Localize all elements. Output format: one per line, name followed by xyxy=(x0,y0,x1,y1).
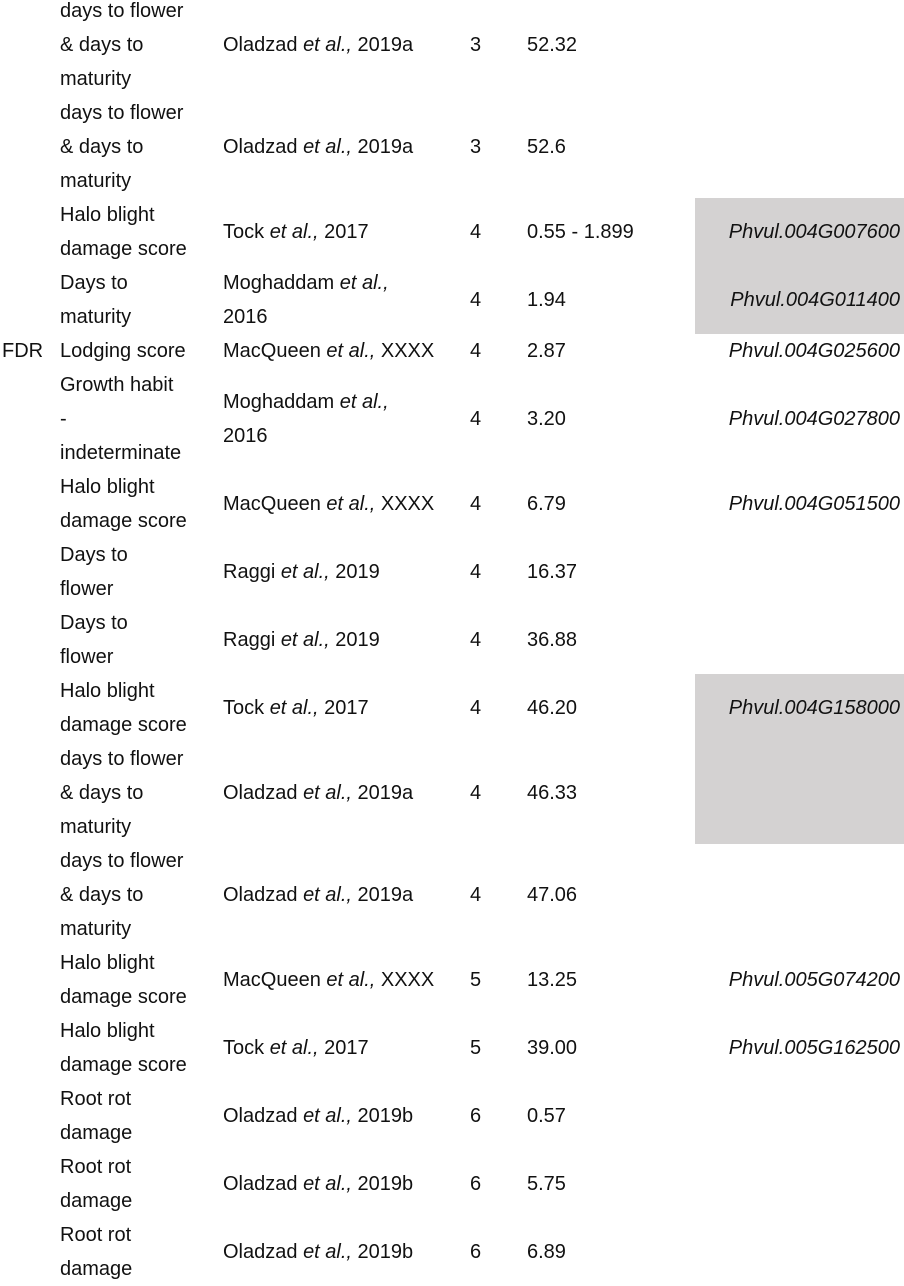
chromosome-cell: 6 xyxy=(470,1104,482,1127)
position-cell: 46.33 xyxy=(527,781,578,804)
trait-cell xyxy=(60,606,220,674)
reference-cell: Tock et al., 2017 xyxy=(223,221,369,243)
row-label xyxy=(2,742,58,844)
trait-line: indeterminate xyxy=(60,442,182,464)
reference-cell: Oladzad et al., 2019b xyxy=(223,1105,414,1127)
trait-line: Halo blight xyxy=(60,952,155,974)
position-cell: 1.94 xyxy=(527,288,566,311)
gene-id-cell xyxy=(700,0,900,96)
position-cell: 13.25 xyxy=(527,968,578,991)
chromosome-cell: 5 xyxy=(470,968,482,991)
trait-line: & days to xyxy=(60,782,144,804)
trait-line: Halo blight xyxy=(60,476,155,498)
position-cell: 2.87 xyxy=(527,339,566,362)
chromosome-cell: 4 xyxy=(470,781,482,804)
reference-cell: Oladzad et al., 2019a xyxy=(223,34,414,56)
row-label xyxy=(2,1082,58,1150)
row-label xyxy=(2,0,58,96)
trait-line: Halo blight xyxy=(60,680,155,702)
row-label xyxy=(2,198,58,266)
trait-line: maturity xyxy=(60,816,132,838)
position-cell: 52.32 xyxy=(527,33,578,56)
trait-line: flower xyxy=(60,578,114,600)
trait-line: flower xyxy=(60,646,114,668)
reference-cell: Raggi et al., 2019 xyxy=(223,629,380,651)
table-row xyxy=(0,844,904,946)
trait-line: Lodging score xyxy=(60,340,186,362)
reference-cell: Tock et al., 2017 xyxy=(223,1037,369,1059)
table-row xyxy=(0,1082,904,1150)
trait-line: days to flower xyxy=(60,102,184,124)
row-label xyxy=(2,1014,58,1082)
reference-cell: Raggi et al., 2019 xyxy=(223,561,380,583)
trait-line: days to flower xyxy=(60,850,184,872)
trait-cell xyxy=(60,470,220,538)
position-cell: 6.79 xyxy=(527,492,566,515)
table-row xyxy=(0,266,904,334)
trait-cell xyxy=(60,1082,220,1150)
reference-cell: Moghaddam et al., 2016 xyxy=(223,391,389,447)
trait-cell xyxy=(60,742,220,844)
trait-line: & days to xyxy=(60,136,144,158)
reference-cell: Oladzad et al., 2019a xyxy=(223,782,414,804)
trait-cell xyxy=(60,368,220,470)
row-label xyxy=(2,1150,58,1218)
position-cell: 46.20 xyxy=(527,696,578,719)
trait-line: Growth habit xyxy=(60,374,174,396)
chromosome-cell: 3 xyxy=(470,135,482,158)
table-row xyxy=(0,946,904,1014)
trait-line: damage score xyxy=(60,1054,187,1076)
position-cell: 39.00 xyxy=(527,1036,578,1059)
trait-line: Root rot xyxy=(60,1224,132,1246)
reference-cell: Oladzad et al., 2019b xyxy=(223,1173,414,1195)
gene-id-cell: Phvul.004G011400 xyxy=(730,288,900,311)
table-row xyxy=(0,198,904,266)
table-row xyxy=(0,0,904,96)
trait-line: Halo blight xyxy=(60,204,155,226)
gene-id-cell: Phvul.004G027800 xyxy=(728,407,900,430)
trait-line: Root rot xyxy=(60,1156,132,1178)
trait-line: maturity xyxy=(60,170,132,192)
trait-line: damage score xyxy=(60,238,187,260)
trait-line: maturity xyxy=(60,918,132,940)
gene-id-cell xyxy=(700,742,900,844)
trait-cell xyxy=(60,1150,220,1218)
reference-cell: Oladzad et al., 2019a xyxy=(223,884,414,906)
trait-line: Days to xyxy=(60,612,128,634)
reference-cell: Oladzad et al., 2019b xyxy=(223,1241,414,1263)
position-cell: 52.6 xyxy=(527,135,566,158)
reference-cell: MacQueen et al., XXXX xyxy=(223,493,435,515)
trait-line: damage xyxy=(60,1190,133,1212)
trait-line: maturity xyxy=(60,306,132,328)
chromosome-cell: 6 xyxy=(470,1240,482,1263)
row-label xyxy=(2,1218,58,1286)
row-label xyxy=(2,674,58,742)
trait-cell xyxy=(60,946,220,1014)
trait-line: & days to xyxy=(60,34,144,56)
table-row xyxy=(0,334,904,368)
chromosome-cell: 3 xyxy=(470,33,482,56)
gene-id-cell xyxy=(700,538,900,606)
gene-id-cell xyxy=(700,1218,900,1286)
chromosome-cell: 4 xyxy=(470,883,482,906)
table-row xyxy=(0,606,904,674)
gene-id-cell xyxy=(700,96,900,198)
trait-line: Days to xyxy=(60,544,128,566)
trait-line: Days to xyxy=(60,272,128,294)
chromosome-cell: 5 xyxy=(470,1036,482,1059)
table-row xyxy=(0,1014,904,1082)
trait-line: damage score xyxy=(60,986,187,1008)
reference-cell: Moghaddam et al., 2016 xyxy=(223,272,389,328)
chromosome-cell: 4 xyxy=(470,407,482,430)
table-row xyxy=(0,1150,904,1218)
gene-id-cell xyxy=(700,844,900,946)
gene-id-cell: Phvul.004G007600 xyxy=(728,220,900,243)
position-cell: 5.75 xyxy=(527,1172,566,1195)
row-label xyxy=(2,844,58,946)
row-label xyxy=(2,368,58,470)
reference-cell: MacQueen et al., XXXX xyxy=(223,969,435,991)
table-row xyxy=(0,742,904,844)
chromosome-cell: 4 xyxy=(470,339,482,362)
position-cell: 47.06 xyxy=(527,883,578,906)
trait-line: maturity xyxy=(60,68,132,90)
trait-line: days to flower xyxy=(60,0,184,22)
reference-cell: Tock et al., 2017 xyxy=(223,697,369,719)
trait-line: days to flower xyxy=(60,748,184,770)
chromosome-cell: 4 xyxy=(470,220,482,243)
reference-cell: Oladzad et al., 2019a xyxy=(223,136,414,158)
position-cell: 0.57 xyxy=(527,1104,566,1127)
row-label xyxy=(2,538,58,606)
trait-line: damage xyxy=(60,1258,133,1280)
trait-cell xyxy=(60,1014,220,1082)
trait-line: Root rot xyxy=(60,1088,132,1110)
reference-cell: MacQueen et al., XXXX xyxy=(223,340,435,362)
trait-line: & days to xyxy=(60,884,144,906)
table-row xyxy=(0,368,904,470)
row-label xyxy=(2,266,58,334)
position-cell: 6.89 xyxy=(527,1240,566,1263)
chromosome-cell: 4 xyxy=(470,560,482,583)
table-row xyxy=(0,674,904,742)
chromosome-cell: 4 xyxy=(470,288,482,311)
trait-cell xyxy=(60,674,220,742)
chromosome-cell: 4 xyxy=(470,628,482,651)
gene-id-cell: Phvul.004G158000 xyxy=(728,696,900,719)
gene-id-cell xyxy=(700,1082,900,1150)
trait-cell xyxy=(60,1218,220,1286)
chromosome-cell: 4 xyxy=(470,696,482,719)
table-row xyxy=(0,96,904,198)
position-cell: 16.37 xyxy=(527,560,578,583)
chromosome-cell: 6 xyxy=(470,1172,482,1195)
trait-line: damage score xyxy=(60,510,187,532)
trait-cell xyxy=(60,334,220,368)
chromosome-cell: 4 xyxy=(470,492,482,515)
gene-id-cell xyxy=(700,1150,900,1218)
table-row xyxy=(0,1218,904,1286)
row-label: FDR xyxy=(2,339,44,362)
gene-id-cell: Phvul.005G074200 xyxy=(728,968,900,991)
trait-cell xyxy=(60,0,220,96)
trait-cell xyxy=(60,844,220,946)
row-label xyxy=(2,606,58,674)
position-cell: 0.55 - 1.899 xyxy=(527,220,634,243)
gene-id-cell: Phvul.005G162500 xyxy=(728,1036,900,1059)
trait-line: Halo blight xyxy=(60,1020,155,1042)
trait-cell xyxy=(60,266,220,334)
trait-cell xyxy=(60,96,220,198)
trait-line: - xyxy=(60,408,67,430)
position-cell: 36.88 xyxy=(527,628,578,651)
table-row xyxy=(0,538,904,606)
row-label xyxy=(2,96,58,198)
position-cell: 3.20 xyxy=(527,407,566,430)
row-label xyxy=(2,946,58,1014)
trait-cell xyxy=(60,538,220,606)
gene-id-cell: Phvul.004G025600 xyxy=(728,339,900,362)
gene-id-cell xyxy=(700,606,900,674)
trait-cell xyxy=(60,198,220,266)
trait-line: damage score xyxy=(60,714,187,736)
row-label xyxy=(2,470,58,538)
trait-line: damage xyxy=(60,1122,133,1144)
table-row xyxy=(0,470,904,538)
gene-id-cell: Phvul.004G051500 xyxy=(728,492,900,515)
